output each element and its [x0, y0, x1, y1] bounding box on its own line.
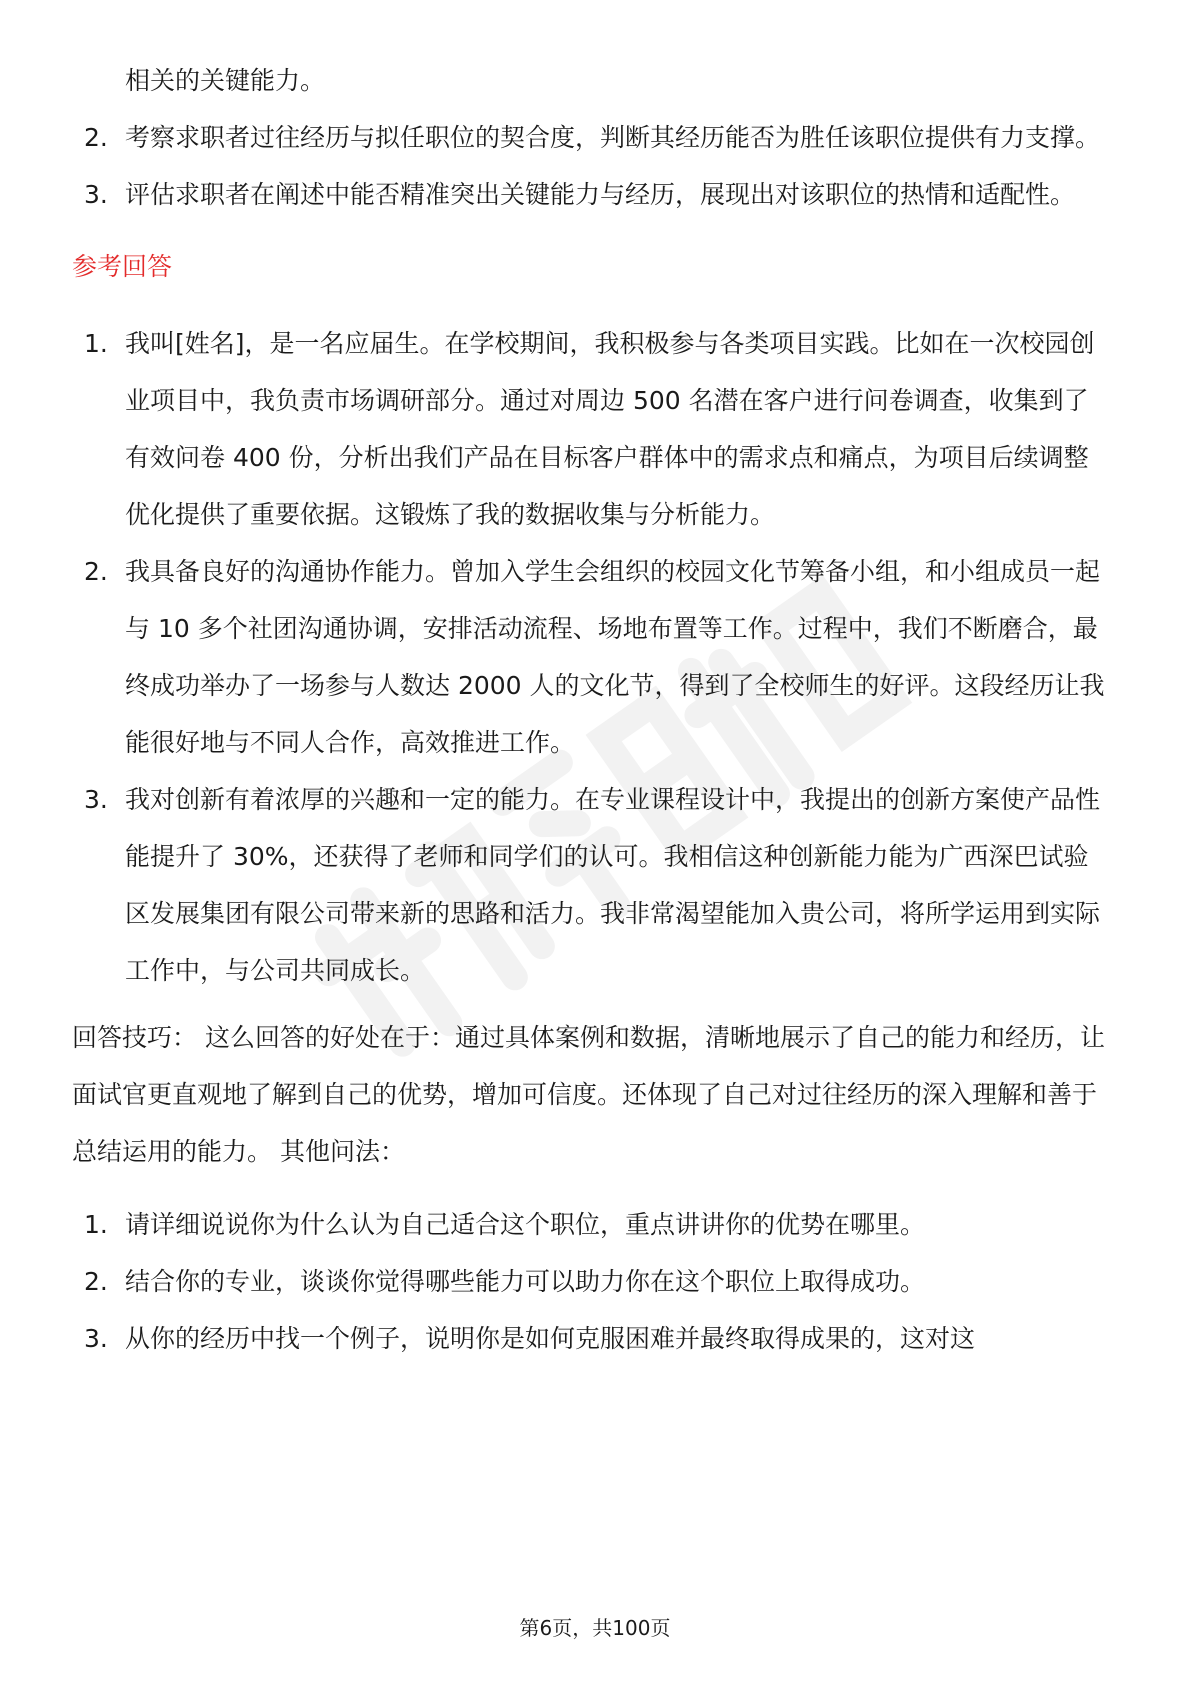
other-questions-list — [72, 1196, 1112, 1367]
section-title: 参考回答 — [72, 252, 173, 281]
list-item-text: 考察求职者过往经历与拟任职位的契合度，判断其经历能否为胜任该职位提供有力支撑。 — [125, 123, 1101, 152]
list-item-text: 从你的经历中找一个例子，说明你是如何克服困难并最终取得成果的，这对这 — [125, 1324, 976, 1353]
top-list — [72, 52, 1112, 223]
list-item — [72, 166, 1112, 223]
list-item-number: 2. — [84, 1267, 108, 1296]
list-item-number: 1. — [84, 329, 108, 358]
answer-item — [72, 315, 1112, 543]
list-item-number: 3. — [84, 785, 108, 814]
list-item-text: 评估求职者在阐述中能否精准突出关键能力与经历，展现出对该职位的热情和适配性。 — [125, 180, 1076, 209]
list-item-number: 1. — [84, 1210, 108, 1239]
question-item — [72, 1310, 1112, 1367]
list-item-number: 3. — [84, 180, 108, 209]
list-item-text: 我对创新有着浓厚的兴趣和一定的能力。在专业课程设计中，我提出的创新方案使产品性能提升了 30%，还获得了老师和同学们的认可。我相信这种创新能力能为广西深巴试验区发展集团有限公司带来新的思路和活力。我非常渴望能加入贵公司，将所学运用到实际工作中，与公司共同成长。 — [125, 785, 1101, 985]
answer-list — [72, 315, 1112, 999]
answer-item — [72, 771, 1112, 999]
list-item-text: 请详细说说你为什么认为自己适合这个职位，重点讲讲你的优势在哪里。 — [125, 1210, 926, 1239]
document-content — [72, 52, 1112, 1367]
answer-item — [72, 543, 1112, 771]
answer-tips: 回答技巧： 这么回答的好处在于：通过具体案例和数据，清晰地展示了自己的能力和经历，让面试官更直观地了解到自己的优势，增加可信度。还体现了自己对过往经历的深入理解和善于总结运用的能力。 其他问法： — [72, 1023, 1105, 1166]
list-item-text: 我具备良好的沟通协作能力。曾加入学生会组织的校园文化节筹备小组，和小组成员一起与 10 多个社团沟通协调，安排活动流程、场地布置等工作。过程中，我们不断磨合，最终成功举办了一场参与人数达 2000 人的文化节，得到了全校师生的好评。这段经历让我能很好地与不同人合作，高效推进工作。 — [125, 557, 1105, 757]
question-item — [72, 1253, 1112, 1310]
list-item-number: 2. — [84, 123, 108, 152]
list-item-text: 结合你的专业，谈谈你觉得哪些能力可以助力你在这个职位上取得成功。 — [125, 1267, 926, 1296]
question-item — [72, 1196, 1112, 1253]
list-item-number: 3. — [84, 1324, 108, 1353]
list-item — [72, 109, 1112, 166]
list-item-text: 相关的关键能力。 — [125, 66, 326, 95]
list-item-text: 我叫[姓名]，是一名应届生。在学校期间，我积极参与各类项目实践。比如在一次校园创业项目中，我负责市场调研部分。通过对周边 500 名潜在客户进行问卷调查，收集到了有效问卷 400 份，分析出我们产品在目标客户群体中的需求点和痛点，为项目后续调整优化提供了重要依据。这锻炼了我的数据收集与分析能力。 — [125, 329, 1095, 529]
list-item — [72, 52, 1112, 109]
list-item-number: 2. — [84, 557, 108, 586]
page-number: 第6页，共100页 — [519, 1616, 671, 1640]
